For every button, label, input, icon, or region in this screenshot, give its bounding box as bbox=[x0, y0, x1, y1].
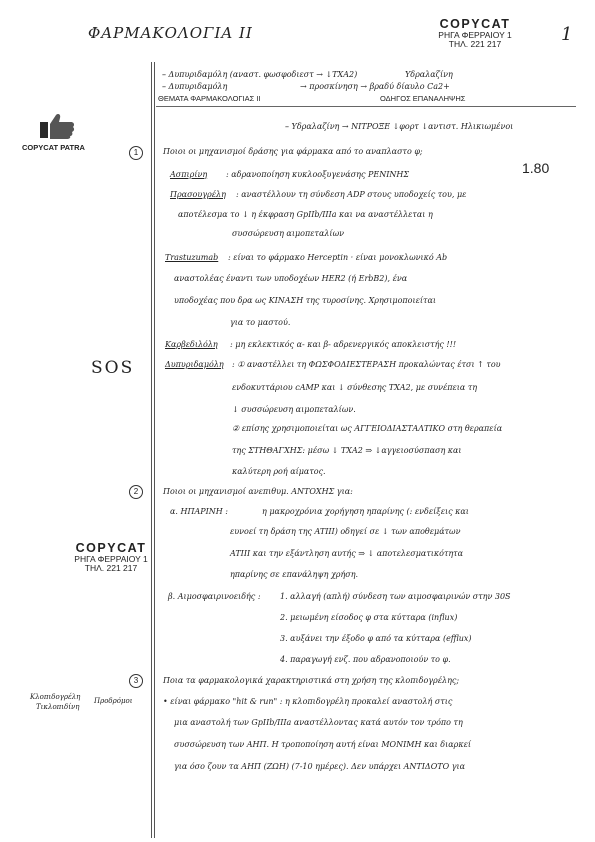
q1-item-13-text: ② επίσης χρησιμοποιείται ως ΑΓΓΕΙΟΔΙΑΣΤΑΛΤΙΚΟ στη θεραπεία bbox=[232, 424, 503, 433]
q1-item-3-text: αποτέλεσμα το ↓ η έκφραση GpIIb/IIIa και να αναστέλλεται η bbox=[178, 210, 433, 219]
q3-line-3: συσσώρευση των ΑΗΠ. Η τροποποίηση αυτή είναι ΜΟΝΙΜΗ και διαρκεί bbox=[174, 740, 472, 749]
summary-rule bbox=[156, 106, 576, 107]
stamp-name: COPYCAT bbox=[439, 17, 511, 31]
price-label: 1.80 bbox=[522, 160, 550, 176]
q1-item-1-name-text: Ασπιρίνη bbox=[170, 170, 208, 179]
q1-item-8-text: για το μαστού. bbox=[230, 318, 291, 327]
q3-line-4: για όσο ζουν τα ΑΗΠ (ΖΩΗ) (7-10 ημέρες). Δεν υπάρχει ΑΝΤΙΔΟΤΟ για bbox=[174, 762, 466, 771]
copycat-stamp-top bbox=[420, 18, 530, 49]
summary-line-1-left: – Δυπυριδαμόλη (αναστ. φωσφοδιεστ → ↓ΤΧΑ2) bbox=[162, 70, 358, 79]
left-margin-line-2 bbox=[154, 62, 155, 838]
summary-line-1-right: Υδραλαζίνη bbox=[405, 70, 453, 79]
q1-question: Ποιοι οι μηχανισμοί δράσης για φάρμακα από το αναπλαστο φ; bbox=[163, 147, 423, 156]
thumbs-up-logo bbox=[38, 112, 76, 140]
stamp-phone: ΤΗΛ. 221 217 bbox=[448, 39, 502, 50]
stamp-name: COPYCAT bbox=[75, 541, 147, 555]
margin-note-left-2: Τικλοπιδίνη bbox=[36, 703, 80, 711]
q2-a-line-4: ηπαρίνης σε επανάληψη χρήση. bbox=[230, 570, 359, 579]
page-title: ΦΑΡΜΑΚΟΛΟΓΙΑ ΙΙ bbox=[88, 24, 253, 42]
stamp-address: ΡΗΓΑ ΦΕΡΡΑΙΟΥ 1 bbox=[74, 554, 148, 565]
q2-b-line-4: 4. παραγωγή ενζ. που αδρανοποιούν το φ. bbox=[280, 655, 451, 664]
q3-question: Ποια τα φαρμακολογικά χαρακτηριστικά στη χρήση της κλοπιδογρέλης; bbox=[163, 676, 460, 685]
question-number-2: 2 bbox=[129, 485, 143, 499]
q1-item-5-text: : είναι το φάρμακο Herceptin · είναι μονοκλωνικό Ab bbox=[228, 253, 448, 262]
margin-note-left-3: Προδρόμοι bbox=[94, 697, 133, 705]
q1-item-6-text: αναστολέας έναντι των υποδοχέων HER2 (ή ErbB2), ένα bbox=[174, 274, 408, 283]
q1-item-10-name: Δυπυριδαμόλη bbox=[165, 360, 224, 369]
q1-item-4-text: συσσώρευση αιμοπεταλίων bbox=[232, 229, 344, 238]
q2-a-line-3: ATIII και την εξάντληση αυτής ⇒ ↓ αποτελεσματικότητα bbox=[230, 549, 463, 558]
q1-item-2-name: Πρασουγρέλη bbox=[170, 190, 226, 199]
q1-item-1-text: : αδρανοποίηση κυκλοοξυγενάσης ΡΕΝΙΝΗΣ bbox=[226, 170, 410, 179]
q2-b-line-1: 1. αλλαγή (απλή) σύνδεση των αιμοσφαιρινών στην 30S bbox=[280, 592, 511, 601]
summary-line-3-left: ΘΕΜΑΤΑ ΦΑΡΜΑΚΟΛΟΓΙΑΣ ΙΙ bbox=[158, 94, 261, 103]
thumbs-up-icon bbox=[38, 112, 76, 140]
q2-b-label: β. Αιμοσφαιρινοειδής : bbox=[168, 592, 261, 601]
q1-item-2-text: : αναστέλλουν τη σύνδεση ADP στους υποδοχείς του, με bbox=[236, 190, 467, 199]
q1-item-12-text: ↓ συσσώρευση αιμοπεταλίων. bbox=[232, 405, 356, 414]
q1-item-5-name: Trastuzumab bbox=[165, 253, 219, 262]
q1-item-9-name: Καρβεδιλόλη bbox=[165, 340, 218, 349]
question-number-1: 1 bbox=[129, 146, 143, 160]
q1-item-14-text: της ΣΤΗΘΑΓΧΗΣ: μέσω ↓ ΤΧΑ2 ⇒ ↓αγγειοσύσπαση και bbox=[232, 446, 462, 455]
summary-line-3-right: ΟΔΗΓΟΣ ΕΠΑΝΑΛΗΨΗΣ bbox=[380, 94, 466, 103]
q2-b-line-3: 3. αυξάνει την έξοδο φ από τα κύτταρα (efflux) bbox=[280, 634, 472, 643]
left-margin-line bbox=[151, 62, 152, 838]
stamp-phone: ΤΗΛ. 221 217 bbox=[84, 563, 138, 574]
q2-a-label: α. ΗΠΑΡΙΝΗ : bbox=[170, 507, 228, 516]
q1-item-11-text: ενδοκυττάριου cAMP και ↓ σύνθεσης ΤΧΑ2, με συνέπεια τη bbox=[232, 383, 478, 392]
q2-a-line-1: η μακροχρόνια χορήγηση ηπαρίνης (: ενδείξεις και bbox=[262, 507, 469, 516]
summary-line-2-mid: → προσκίνηση → βραδύ δίαυλο Ca2+ bbox=[300, 82, 450, 91]
q2-question: Ποιοι οι μηχανισμοί ανεπιθυμ. ΑΝΤΟΧΗΣ για: bbox=[163, 487, 353, 496]
q1-item-7-text: υποδοχέας που δρα ως ΚΙΝΑΣΗ της τυροσίνης. Χρησιμοποιείται bbox=[174, 296, 436, 305]
margin-note-left-1: Κλοπιδογρέλη bbox=[30, 693, 81, 701]
stamp-address: ΡΗΓΑ ΦΕΡΡΑΙΟΥ 1 bbox=[438, 30, 512, 41]
summary-line-4: – Υδραλαζίνη → ΝΙΤΡΟΞΕ ↓φορτ ↓αντιστ. Ηλικιωμένοι bbox=[285, 122, 514, 131]
q2-a-line-2: ευνοεί τη δράση της ATIII) οδηγεί σε ↓ των αποθεμάτων bbox=[230, 527, 461, 536]
copycat-stamp-mid bbox=[56, 542, 166, 573]
page-number: 1 bbox=[561, 24, 573, 45]
q3-line-1: • είναι φάρμακο "hit & run" : η κλοπιδογρέλη προκαλεί αναστολή στις bbox=[163, 697, 453, 706]
q1-item-9-text: : μη εκλεκτικός α- και β- αδρενεργικός αποκλειστής !!! bbox=[230, 340, 457, 349]
question-number-3: 3 bbox=[129, 674, 143, 688]
summary-line-2-left: – Δυπυριδαμόλη bbox=[162, 82, 228, 91]
q3-line-2: μια αναστολή των GpIIb/IIIa αναστέλλοντας κατά αυτόν τον τρόπο τη bbox=[174, 718, 463, 727]
q2-b-line-2: 2. μειωμένη είσοδος φ στα κύτταρα (influx) bbox=[280, 613, 458, 622]
sos-margin-note: SOS bbox=[91, 358, 135, 378]
q1-item-15-text: καλύτερη ροή αίματος. bbox=[232, 467, 326, 476]
q1-item-10-text: : ① αναστέλλει τη ΦΩΣΦΟΔΙΕΣΤΕΡΑΣΗ προκαλώντας έτσι ↑ του bbox=[232, 360, 501, 369]
copycat-logo-label: COPYCAT PATRA bbox=[22, 143, 85, 152]
